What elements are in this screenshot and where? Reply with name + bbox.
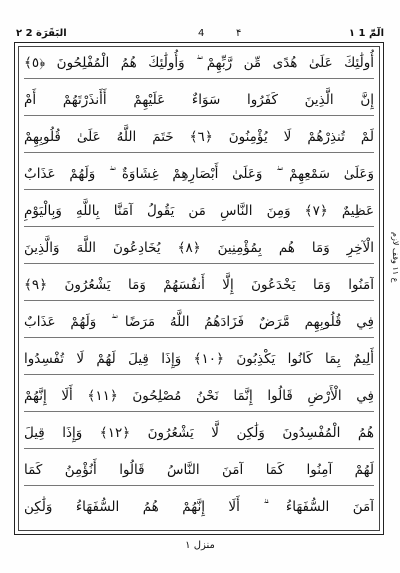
page-header [16,28,384,42]
verse-line: إِنَّ الَّذِينَ كَفَرُوا سَوَاءٌ عَلَيْهِمْ أَأَنذَرْتَهُمْ أَمْ [24,85,374,116]
verse-line: آمَنُوا وَمَا يَخْدَعُونَ إِلَّا أَنفُسَهُمْ وَمَا يَشْعُرُونَ ﴿٩﴾ [24,270,374,301]
verse-line: الْآخِرِ وَمَا هُم بِمُؤْمِنِينَ ﴿٨﴾ يُخَادِعُونَ اللَّهَ وَالَّذِينَ [24,233,374,264]
verse-line: فِي قُلُوبِهِم مَّرَضٌ فَزَادَهُمُ اللَّهُ مَرَضًا ۖ وَلَهُمْ عَذَابٌ [24,307,374,338]
verse-line: أَلِيمٌ بِمَا كَانُوا يَكْذِبُونَ ﴿١٠﴾ وَإِذَا قِيلَ لَهُمْ لَا تُفْسِدُوا [24,344,374,375]
verse-line: هُمُ الْمُفْسِدُونَ وَلَٰكِن لَّا يَشْعُرُونَ ﴿١٢﴾ وَإِذَا قِيلَ [24,418,374,449]
verse-line: أُولَٰئِكَ عَلَىٰ هُدًى مِّن رَّبِّهِمْ ۖ وَأُولَٰئِكَ هُمُ الْمُفْلِحُونَ ﴿٥﴾ [24,48,374,79]
verse-line: وَعَلَىٰ سَمْعِهِمْ ۖ وَعَلَىٰ أَبْصَارِهِمْ غِشَاوَةٌ ۖ وَلَهُمْ عَذَابٌ [24,159,374,190]
manzil-footer: منزل ١ [185,540,215,551]
verse-line: فِي الْأَرْضِ قَالُوا إِنَّمَا نَحْنُ مُصْلِحُونَ ﴿١١﴾ أَلَا إِنَّهُمْ [24,381,374,412]
surah-name-right: الٓمّٓ 1 ١ [348,28,384,39]
juz-number: 4 [198,28,205,39]
margin-note: ع ۱۱ وقف لازم [391,232,400,283]
juz-number-urdu: ۴ [236,28,242,39]
surah-name-left: البَقَرَة 2 ٢ [16,28,67,39]
verse-line: لَمْ تُنذِرْهُمْ لَا يُؤْمِنُونَ ﴿٦﴾ خَتَمَ اللَّهُ عَلَىٰ قُلُوبِهِمْ [24,122,374,153]
verse-line: آمَنَ السُّفَهَاءُ ۗ أَلَا إِنَّهُمْ هُمُ السُّفَهَاءُ وَلَٰكِن [24,499,374,515]
verse-line: لَهُمْ آمِنُوا كَمَا آمَنَ النَّاسُ قَالُوا أَنُؤْمِنُ كَمَا [24,455,374,486]
verse-line: عَظِيمٌ ﴿٧﴾ وَمِنَ النَّاسِ مَن يَقُولُ آمَنَّا بِاللَّهِ وَبِالْيَوْمِ [24,196,374,227]
